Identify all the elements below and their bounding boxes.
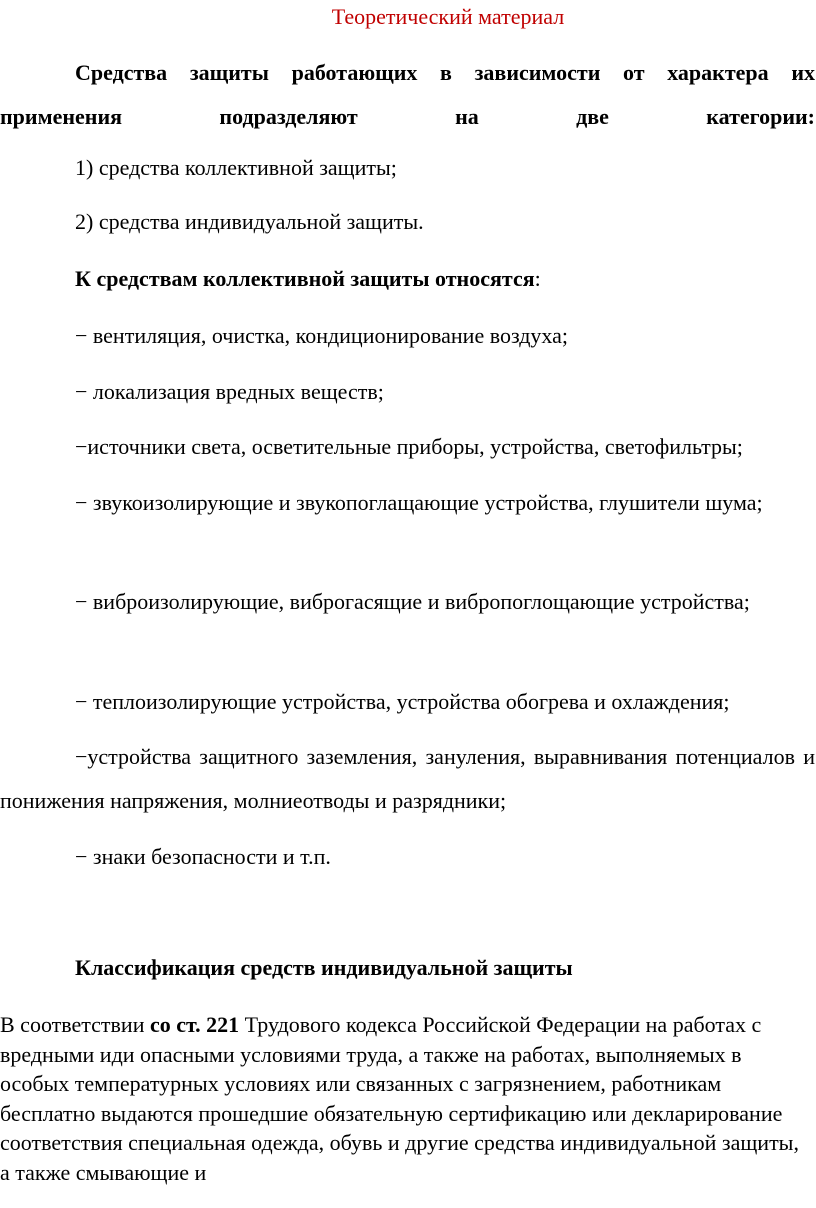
last-paragraph-post: Трудового кодекса Российской Федерации на работах с вредными иди опасными условиями труда, а также на работах, выполняемых в особых температурных условиях или связанных с загрязнением, работникам бесплатно выдаются прошедшие обязательную сертификацию или декларирование соответствия специальная одежда, обувь и другие средства индивидуальной защиты, а также смывающие и [0,1012,799,1185]
individual-heading: Классификация средств индивидуальной защиты [75,955,573,980]
category-1: 1) средства коллективной защиты; [75,155,397,180]
category-2: 2) средства индивидуальной защиты. [75,209,424,234]
collective-heading-colon: : [534,266,541,291]
list-item: − звукоизолирующие и звукопоглащающие устройства, глушители шума; [75,490,763,515]
list-item: − теплоизолирующие устройства, устройства обогрева и охлаждения; [75,689,730,714]
page-title: Теоретический материал [331,4,565,29]
collective-heading-line [0,257,815,301]
law-article-ref: со ст. 221 [149,1012,240,1037]
intro-paragraph: Средства защиты работающих в зависимости от характера их применения подразделяют на две категории: [0,60,815,129]
last-paragraph-pre: В соответствии [0,1012,150,1037]
list-item: − локализация вредных веществ; [75,379,384,404]
list-item: −источники света, осветительные приборы, устройства, светофильтры; [75,434,743,459]
list-item: − знаки безопасности и т.п. [75,844,331,869]
list-item: − виброизолирующие, виброгасящие и вибропоглощающие устройства; [75,589,750,614]
list-item: − вентиляция, очистка, кондиционирование воздуха; [75,323,569,348]
last-paragraph [0,1010,800,1187]
list-item: −устройства защитного заземления, зануления, выравнивания потенциалов и понижения напряжения, молниеотводы и разрядники; [0,744,815,813]
collective-heading: К средствам коллективной защиты относятся [75,266,535,291]
